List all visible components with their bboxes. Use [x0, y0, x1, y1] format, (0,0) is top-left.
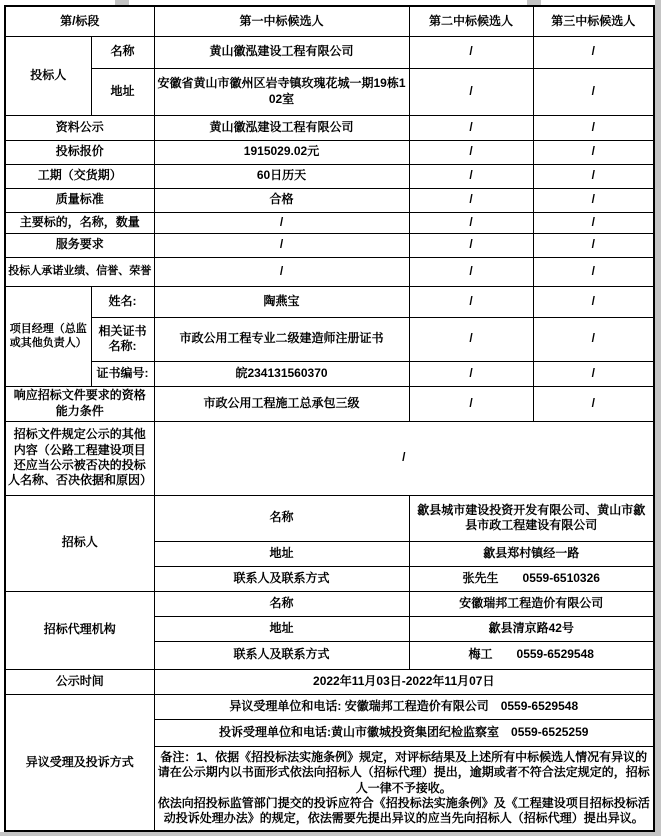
row-value-cell: 1915029.02元: [154, 140, 409, 164]
agency-row-label-cell: 地址: [154, 616, 409, 641]
row-value-cell: 合格: [154, 188, 409, 212]
bottom-chrome-strip: [0, 832, 661, 836]
slash-cell: /: [533, 257, 654, 286]
manager-row-value-cell: 陶燕宝: [154, 286, 409, 317]
agency-row-value-cell: 梅工 0559-6529548: [409, 641, 654, 669]
tenderee-name-row: [5, 495, 654, 541]
manager-name-row: [5, 286, 654, 317]
other-content-label-cell: 招标文件规定公示的其他内容（公路工程建设项目还应当公示被否决的投标人名称、否决依据和原因）: [5, 421, 154, 495]
publicity-time-row: [5, 669, 654, 694]
row-label-cell: 质量标准: [5, 188, 154, 212]
row-value-cell: /: [154, 212, 409, 233]
manager-cert-row: [5, 317, 654, 361]
manager-certno-row: [5, 361, 654, 386]
manager-row-label-cell: 证书编号:: [91, 361, 154, 386]
tenderee-label-cell: 招标人: [5, 495, 154, 591]
row-label-cell: 服务要求: [5, 233, 154, 257]
slash-cell: /: [533, 140, 654, 164]
slash-cell: /: [533, 188, 654, 212]
agency-row-value-cell: 安徽瑞邦工程造价有限公司: [409, 591, 654, 616]
slash-cell: /: [533, 361, 654, 386]
bid-candidates-table: [4, 5, 655, 832]
agency-row-label-cell: 联系人及联系方式: [154, 641, 409, 669]
tenderee-row-label-cell: 地址: [154, 541, 409, 566]
row-value-cell: 黄山徽泓建设工程有限公司: [154, 115, 409, 140]
slash-cell: /: [533, 233, 654, 257]
bidder-name-value-cell: 黄山徽泓建设工程有限公司: [154, 36, 409, 68]
row-label-cell: 投标人承诺业绩、信誉、荣誉: [5, 257, 154, 286]
row-value-cell: /: [154, 257, 409, 286]
slash-cell: /: [409, 115, 533, 140]
slash-cell: /: [409, 286, 533, 317]
tenderee-row-label-cell: 联系人及联系方式: [154, 566, 409, 591]
tenderee-row-value-cell: 歙县城市建设投资开发有限公司、黄山市歙县市政工程建设有限公司: [409, 495, 654, 541]
slash-cell: /: [409, 188, 533, 212]
publicity-value-cell: 2022年11月03日-2022年11月07日: [154, 669, 654, 694]
info-row-promise: [5, 257, 654, 286]
bidder-address-value-cell: 安徽省黄山市徽州区岩寺镇玫瑰花城一期19栋102室: [154, 68, 409, 115]
manager-row-label-cell: 相关证书名称:: [91, 317, 154, 361]
tenderee-row-value-cell: 张先生 0559-6510326: [409, 566, 654, 591]
objection-unit-row: [5, 694, 654, 719]
agency-name-row: [5, 591, 654, 616]
header-row: [5, 6, 654, 36]
info-row-price: [5, 140, 654, 164]
slash-cell: /: [533, 68, 654, 115]
header-cell-section: 第/标段: [5, 6, 154, 36]
slash-cell: /: [409, 140, 533, 164]
bidder-address-label-cell: 地址: [91, 68, 154, 115]
row-value-cell: 60日历天: [154, 164, 409, 188]
slash-cell: /: [409, 164, 533, 188]
slash-cell: /: [533, 317, 654, 361]
row-value-cell: /: [154, 233, 409, 257]
bidder-name-row: [5, 36, 654, 68]
slash-cell: /: [409, 386, 533, 421]
slash-cell: /: [409, 68, 533, 115]
manager-row-value-cell: 市政公用工程专业二级建造师注册证书: [154, 317, 409, 361]
remark-paragraph-1: 备注：1、依据《招投标法实施条例》规定，对评标结果及上述所有中标候选人情况有异议的请在公示期内以书面形式依法向招标人（招标代理）提出，逾期或者不符合法定规定的，招标人一律不予接收。: [157, 749, 650, 795]
objection-label-cell: 异议受理及投诉方式: [5, 694, 154, 831]
right-chrome-strip: [655, 0, 661, 836]
manager-label-cell: 项目经理（总监或其他负责人）: [5, 286, 91, 386]
qualification-label-cell: 响应招标文件要求的资格能力条件: [5, 386, 154, 421]
qualification-value-cell: 市政公用工程施工总承包三级: [154, 386, 409, 421]
bidder-address-row: [5, 68, 654, 115]
other-content-value-cell: /: [154, 421, 654, 495]
slash-cell: /: [409, 36, 533, 68]
slash-cell: /: [409, 212, 533, 233]
header-cell-first-candidate: 第一中标候选人: [154, 6, 409, 36]
row-label-cell: 工期（交货期）: [5, 164, 154, 188]
info-row-duration: [5, 164, 654, 188]
tenderee-row-value-cell: 歙县郑村镇经一路: [409, 541, 654, 566]
complaint-unit-cell: 投诉受理单位和电话:黄山市徽城投资集团纪检监察室 0559-6525259: [154, 719, 654, 746]
slash-cell: /: [533, 212, 654, 233]
agency-row-value-cell: 歙县清京路42号: [409, 616, 654, 641]
slash-cell: /: [409, 317, 533, 361]
slash-cell: /: [533, 286, 654, 317]
slash-cell: /: [409, 257, 533, 286]
remark-cell: [154, 746, 654, 831]
tenderee-row-label-cell: 名称: [154, 495, 409, 541]
slash-cell: /: [409, 233, 533, 257]
slash-cell: /: [409, 361, 533, 386]
bidder-name-label-cell: 名称: [91, 36, 154, 68]
info-row-quality: [5, 188, 654, 212]
info-row-material: [5, 115, 654, 140]
info-row-subject: [5, 212, 654, 233]
info-row-service: [5, 233, 654, 257]
qualification-row: [5, 386, 654, 421]
slash-cell: /: [533, 164, 654, 188]
row-label-cell: 主要标的，名称，数量: [5, 212, 154, 233]
manager-row-label-cell: 姓名:: [91, 286, 154, 317]
publicity-label-cell: 公示时间: [5, 669, 154, 694]
slash-cell: /: [533, 386, 654, 421]
slash-cell: /: [533, 36, 654, 68]
slash-cell: /: [533, 115, 654, 140]
manager-row-value-cell: 皖234131560370: [154, 361, 409, 386]
row-label-cell: 投标报价: [5, 140, 154, 164]
remark-paragraph-2: 依法向招投标监管部门提交的投诉应符合《招投标法实施条例》及《工程建设项目招标投标活动投诉处理办法》的规定，依法需要先提出异议的应当先向招标人（招标代理）提出异议。: [157, 795, 650, 826]
other-content-row: [5, 421, 654, 495]
objection-unit-cell: 异议受理单位和电话: 安徽瑞邦工程造价有限公司 0559-6529548: [154, 694, 654, 719]
agency-label-cell: 招标代理机构: [5, 591, 154, 669]
header-cell-second-candidate: 第二中标候选人: [409, 6, 533, 36]
agency-row-label-cell: 名称: [154, 591, 409, 616]
header-cell-third-candidate: 第三中标候选人: [533, 6, 654, 36]
row-label-cell: 资料公示: [5, 115, 154, 140]
bidder-label-cell: 投标人: [5, 36, 91, 115]
